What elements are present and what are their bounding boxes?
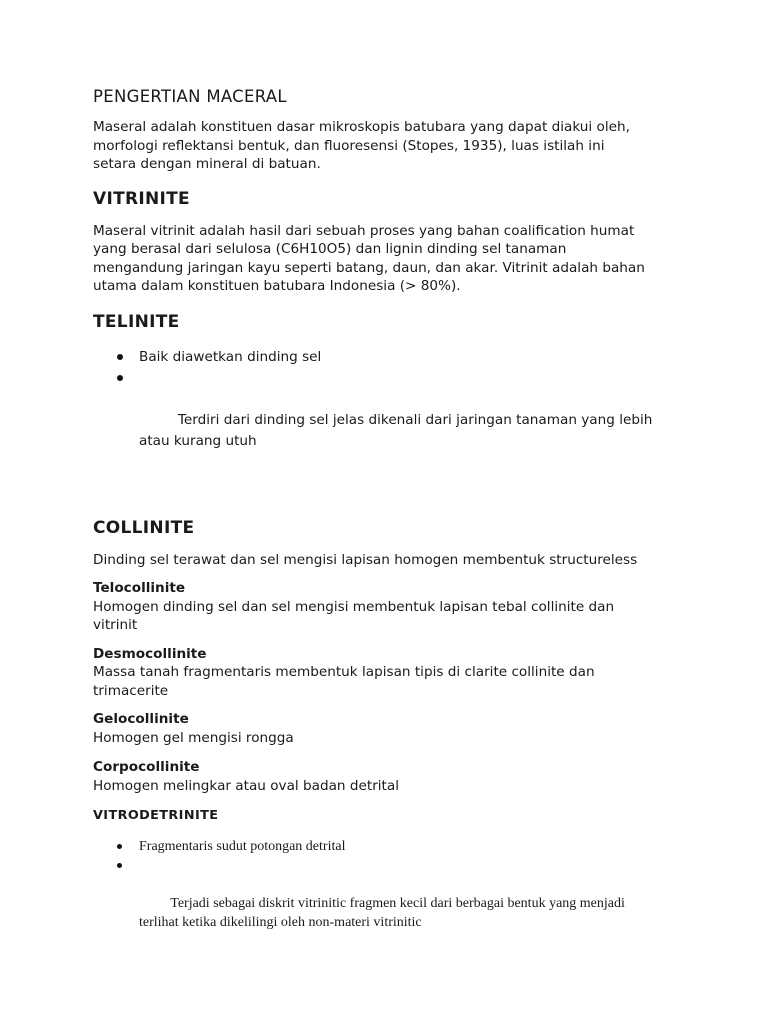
text-line: Homogen gel mengisi rongga bbox=[93, 729, 294, 746]
text-line: Homogen dinding sel dan sel mengisi membentuk lapisan tebal collinite dan bbox=[93, 598, 615, 615]
telinite-bullet-list bbox=[93, 347, 683, 473]
text-line: Maseral adalah konstituen dasar mikroskopis batubara yang dapat diakui oleh, bbox=[93, 119, 630, 135]
subheading-desmocollinite: Desmocollinite bbox=[93, 645, 207, 662]
bullet-icon bbox=[117, 863, 122, 868]
list-item-text: Terjadi sebagai diskrit vitrinitic fragmen kecil dari berbagai bentuk yang menjadi bbox=[167, 896, 625, 911]
bullet-icon bbox=[117, 844, 122, 849]
text-line: morfologi reflektansi bentuk, dan fluoresensi (Stopes, 1935), luas istilah ini bbox=[93, 137, 605, 154]
text-line: Massa tanah fragmentaris membentuk lapisan tipis di clarite collinite dan bbox=[93, 664, 595, 680]
heading-vitrodetrinite: VITRODETRINITE bbox=[93, 808, 219, 823]
list-item-text: Terdiri dari dinding sel jelas dikenali dari jaringan tanaman yang lebih bbox=[173, 411, 653, 428]
list-item-text: Fragmentaris sudut potongan detrital bbox=[139, 839, 346, 854]
list-item-text: atau kurang utuh bbox=[139, 432, 257, 449]
heading-vitrinite: VITRINITE bbox=[93, 188, 190, 209]
text-line: utama dalam konstituen batubara Indonesia (> 80%). bbox=[93, 278, 461, 294]
list-item bbox=[93, 368, 683, 473]
document-body bbox=[93, 86, 683, 951]
list-item-text: Baik diawetkan dinding sel bbox=[139, 348, 322, 365]
paragraph-vitrinite bbox=[93, 222, 683, 296]
paragraph-corpocollinite bbox=[93, 777, 683, 796]
text-line: mengandung jaringan kayu seperti batang, daun, dan akar. Vitrinit adalah bahan bbox=[93, 259, 645, 276]
heading-pengertian-maceral: PENGERTIAN MACERAL bbox=[93, 87, 287, 106]
heading-telinite: TELINITE bbox=[93, 311, 180, 332]
subheading-corpocollinite: Corpocollinite bbox=[93, 759, 200, 775]
paragraph-telocollinite bbox=[93, 598, 683, 635]
heading-collinite: COLLINITE bbox=[93, 517, 195, 538]
paragraph-pengertian bbox=[93, 118, 683, 174]
paragraph-desmocollinite bbox=[93, 663, 683, 700]
text-line: Homogen melingkar atau oval badan detrital bbox=[93, 777, 399, 794]
subheading-telocollinite: Telocollinite bbox=[93, 580, 186, 596]
bullet-icon bbox=[117, 375, 123, 381]
text-line: Maseral vitrinit adalah hasil dari sebuah proses yang bahan coalification humat bbox=[93, 222, 635, 239]
subheading-gelocollinite: Gelocollinite bbox=[93, 711, 189, 727]
paragraph-collinite-intro: Dinding sel terawat dan sel mengisi lapisan homogen membentuk structureless bbox=[93, 551, 638, 568]
bullet-icon bbox=[117, 354, 123, 360]
paragraph-gelocollinite bbox=[93, 729, 683, 748]
list-item bbox=[93, 837, 683, 856]
list-item bbox=[93, 856, 683, 951]
text-line: yang berasal dari selulosa (C6H10O5) dan lignin dinding sel tanaman bbox=[93, 241, 567, 257]
list-item bbox=[93, 347, 683, 368]
vitrodetrinite-bullet-list bbox=[93, 837, 683, 951]
text-line: setara dengan mineral di batuan. bbox=[93, 156, 321, 172]
list-item-text: terlihat ketika dikelilingi oleh non-materi vitrinitic bbox=[139, 915, 422, 930]
text-line: vitrinit bbox=[93, 617, 138, 633]
text-line: trimacerite bbox=[93, 682, 169, 699]
